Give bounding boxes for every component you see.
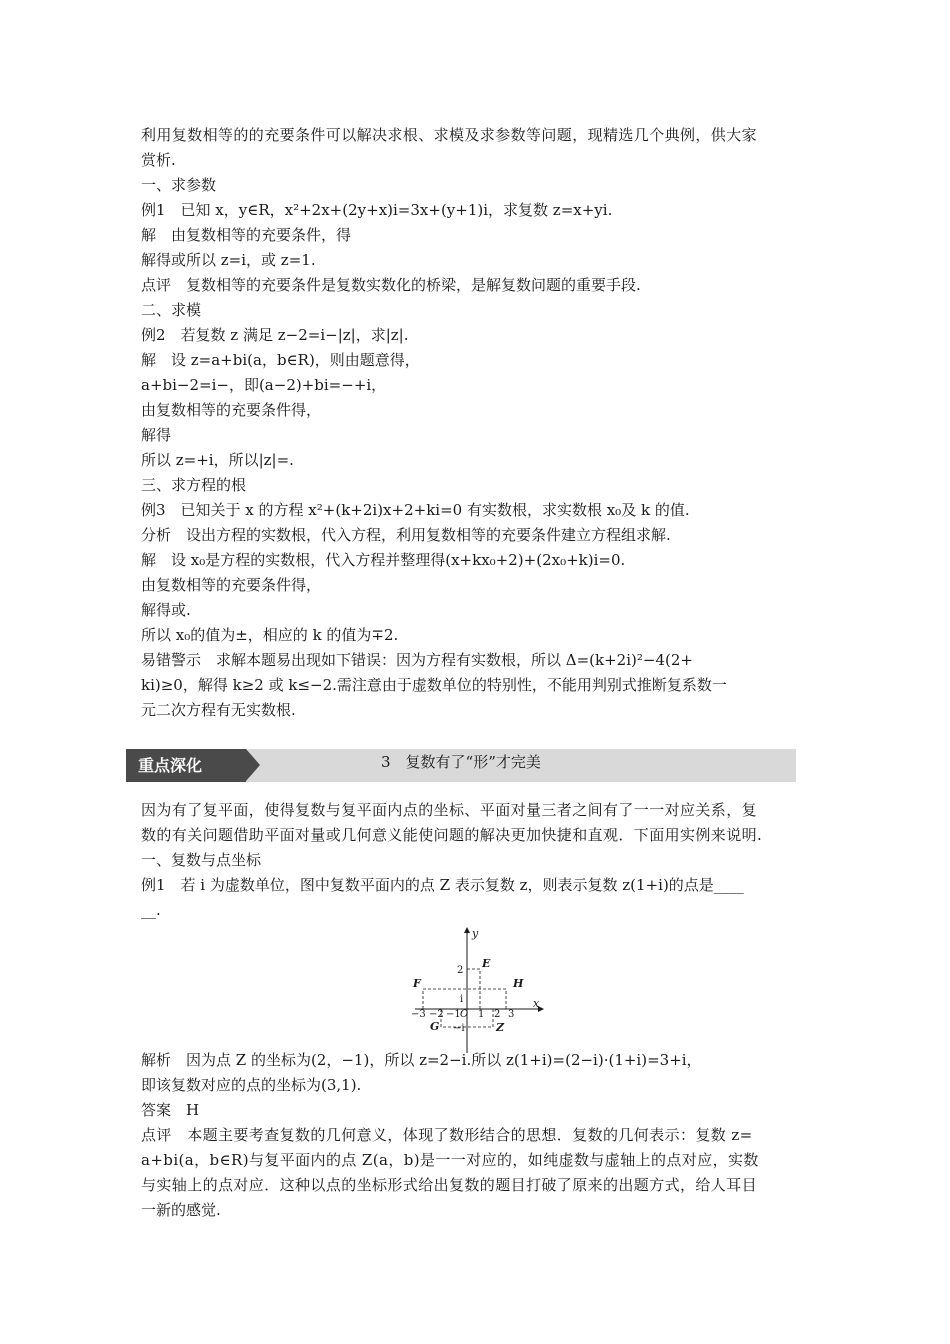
- heading-line: 二、求模: [141, 301, 202, 319]
- solution-line: 解得或所以 z=i，或 z=1.: [141, 251, 316, 269]
- warning-line: 易错警示 求解本题易出现如下错误：因为方程有实数根，所以 Δ=(k+2i)²−4(2+: [141, 651, 693, 669]
- point-g-label: G: [430, 1020, 440, 1033]
- y-tick-label: i: [460, 994, 464, 1005]
- example-line: 例3 已知关于 x 的方程 x²+(k+2i)x+2+ki=0 有实数根，求实数根 x₀及 k 的值.: [141, 501, 690, 519]
- heading-line: 一、求参数: [141, 176, 217, 194]
- banner-tag: 重点深化: [126, 749, 246, 782]
- comment-line: 与实轴上的点对应．这种以点的坐标形式给出复数的题目打破了原来的出题方式，给人耳目: [141, 1176, 758, 1194]
- analysis-line: 分析 设出方程的实数根，代入方程，利用复数相等的充要条件建立方程组求解.: [141, 526, 671, 544]
- point-f-label: F: [413, 977, 421, 990]
- heading-line: 三、求方程的根: [141, 476, 247, 494]
- solution-line: 解 设 z=a+bi(a，b∈R)，则由题意得，: [141, 351, 420, 369]
- paragraph-line: 赏析.: [141, 151, 176, 169]
- example-line: 例2 若复数 z 满足 z−2=i−|z|，求|z|.: [141, 326, 409, 344]
- comment-line: a+bi(a，b∈R)与复平面内的点 Z(a，b)是一一对应的，如纯虚数与虚轴上的点对应，实数: [141, 1151, 759, 1169]
- solution-line: 所以 x₀的值为±，相应的 k 的值为∓2.: [141, 626, 399, 644]
- comment-line: 点评 复数相等的充要条件是复数实数化的桥梁，是解复数问题的重要手段.: [141, 276, 641, 294]
- example-line: __.: [141, 901, 161, 919]
- paragraph-line: 数的有关问题借助平面对量或几何意义能使问题的解决更加快捷和直观．下面用实例来说明.: [141, 826, 763, 844]
- comment-line: 一新的感觉.: [141, 1201, 221, 1219]
- comment-line: 点评 本题主要考查复数的几何意义，体现了数形结合的思想．复数的几何表示：复数 z=: [141, 1126, 753, 1144]
- banner-tag-arrow: [246, 749, 260, 781]
- answer-line: 答案 H: [141, 1101, 200, 1119]
- heading-line: 一、复数与点坐标: [141, 851, 262, 869]
- point-z-label: Z: [496, 1021, 505, 1034]
- analysis-line: 即该复数对应的点的坐标为(3,1).: [141, 1076, 362, 1094]
- solution-line: 解得: [141, 426, 172, 444]
- x-tick-label: 2: [494, 1009, 501, 1020]
- point-e-label: E: [482, 957, 491, 970]
- analysis-line: 解析 因为点 Z 的坐标为(2，−1)，所以 z=2−i.所以 z(1+i)=(2−i)·(1+i)=3+i，: [141, 1051, 702, 1069]
- example-line: 例1 若 i 为虚数单位，图中复数平面内的点 Z 表示复数 z，则表示复数 z(1+i)的点是____: [141, 876, 744, 894]
- warning-line: ki)≥0，解得 k≥2 或 k≤−2.需注意由于虚数单位的特别性，不能用判别式推断复系数一: [141, 676, 727, 694]
- y-tick-label: 2: [457, 965, 464, 976]
- x-tick-label: −1: [446, 1009, 461, 1020]
- warning-line: 元二次方程有无实数根.: [141, 701, 296, 719]
- solution-line: a+bi−2=i−，即(a−2)+bi=−+i，: [141, 376, 387, 394]
- paragraph-line: 因为有了复平面，使得复数与复平面内点的坐标、平面对量三者之间有了一一对应关系，复: [141, 801, 758, 819]
- y-axis-arrow: [464, 927, 470, 933]
- y-tick-label: −i: [453, 1023, 465, 1034]
- x-axis-label: x: [533, 997, 540, 1010]
- solution-line: 所以 z=+i，所以|z|=.: [141, 451, 294, 469]
- example-line: 例1 已知 x，y∈R，x²+2x+(2y+x)i=3x+(y+1)i，求复数 z=x+yi.: [141, 201, 613, 219]
- paragraph-line: 利用复数相等的的充要条件可以解决求根、求模及求参数等问题，现精选几个典例，供大家: [141, 126, 758, 144]
- x-tick-label: 3: [508, 1009, 515, 1020]
- complex-plane-figure: [410, 925, 545, 1055]
- solution-line: 解 设 x₀是方程的实数根，代入方程并整理得(x+kx₀+2)+(2x₀+k)i=0.: [141, 551, 626, 569]
- solution-line: 解 由复数相等的充要条件，得: [141, 226, 352, 244]
- point-h-label: H: [513, 977, 524, 990]
- x-tick-label: −2: [429, 1009, 444, 1020]
- guide-fh: [423, 989, 506, 1009]
- solution-line: 由复数相等的充要条件得，: [141, 401, 322, 419]
- x-tick-label: 1: [478, 1009, 485, 1020]
- solution-line: 由复数相等的充要条件得，: [141, 576, 322, 594]
- banner-title: 3 复数有了“形”才完美: [381, 753, 541, 771]
- y-axis-label: y: [472, 927, 479, 940]
- solution-line: 解得或.: [141, 601, 191, 619]
- x-tick-label: −3: [411, 1009, 426, 1020]
- section-banner: [126, 749, 796, 782]
- origin-label: O: [460, 1009, 469, 1020]
